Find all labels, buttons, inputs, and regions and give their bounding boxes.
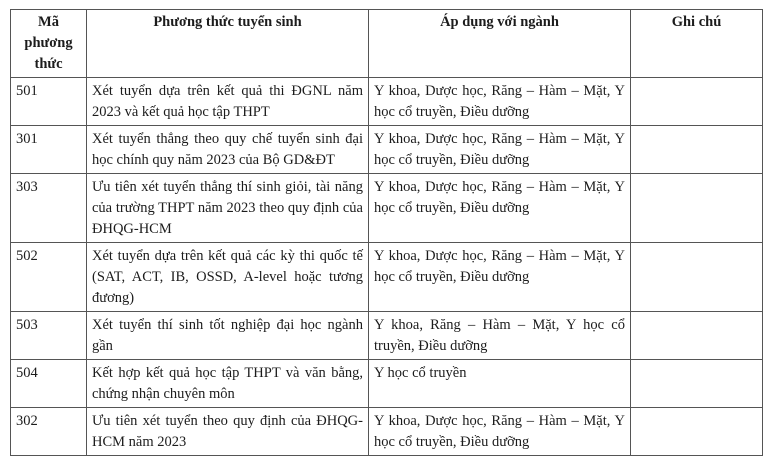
note-cell <box>631 126 763 174</box>
method-description-cell: Xét tuyển thẳng theo quy chế tuyển sinh đại học chính quy năm 2023 của Bộ GD&ĐT <box>87 126 369 174</box>
header-admission-method-label: Phương thức tuyển sinh <box>153 14 302 30</box>
note-cell <box>631 360 763 408</box>
method-code-cell: 302 <box>11 408 87 456</box>
table-row <box>11 243 763 312</box>
applicable-majors-cell: Y khoa, Dược học, Răng – Hàm – Mặt, Y học cổ truyền, Điều dưỡng <box>369 408 631 456</box>
note-cell <box>631 408 763 456</box>
method-description-cell: Kết hợp kết quả học tập THPT và văn bằng, chứng nhận chuyên môn <box>87 360 369 408</box>
note-cell <box>631 78 763 126</box>
applicable-majors-cell: Y học cổ truyền <box>369 360 631 408</box>
note-cell <box>631 243 763 312</box>
method-code-cell: 301 <box>11 126 87 174</box>
applicable-majors-cell: Y khoa, Dược học, Răng – Hàm – Mặt, Y học cổ truyền, Điều dưỡng <box>369 126 631 174</box>
header-applicable-majors <box>369 10 631 78</box>
applicable-majors-cell: Y khoa, Dược học, Răng – Hàm – Mặt, Y học cổ truyền, Điều dưỡng <box>369 243 631 312</box>
method-code-cell: 504 <box>11 360 87 408</box>
table-row <box>11 126 763 174</box>
method-description-cell: Ưu tiên xét tuyển theo quy định của ĐHQG-HCM năm 2023 <box>87 408 369 456</box>
header-admission-method <box>87 10 369 78</box>
table-row <box>11 408 763 456</box>
method-code-cell: 501 <box>11 78 87 126</box>
header-notes <box>631 10 763 78</box>
note-cell <box>631 174 763 243</box>
method-code-cell: 502 <box>11 243 87 312</box>
applicable-majors-cell: Y khoa, Dược học, Răng – Hàm – Mặt, Y học cổ truyền, Điều dưỡng <box>369 78 631 126</box>
method-description-cell: Xét tuyển dựa trên kết quả thi ĐGNL năm 2023 và kết quả học tập THPT <box>87 78 369 126</box>
note-cell <box>631 312 763 360</box>
applicable-majors-cell: Y khoa, Dược học, Răng – Hàm – Mặt, Y học cổ truyền, Điều dưỡng <box>369 174 631 243</box>
table-header-row <box>11 10 763 78</box>
header-notes-label: Ghi chú <box>671 14 722 30</box>
applicable-majors-cell: Y khoa, Răng – Hàm – Mặt, Y học cổ truyền, Điều dưỡng <box>369 312 631 360</box>
table-row <box>11 78 763 126</box>
method-code-cell: 503 <box>11 312 87 360</box>
method-description-cell: Ưu tiên xét tuyển thẳng thí sinh giỏi, tài năng của trường THPT năm 2023 theo quy định của ĐHQG-HCM <box>87 174 369 243</box>
table-row <box>11 360 763 408</box>
table-row <box>11 174 763 243</box>
method-code-cell: 303 <box>11 174 87 243</box>
header-applicable-majors-label: Áp dụng với ngành <box>440 14 559 30</box>
header-method-code <box>11 10 87 78</box>
method-description-cell: Xét tuyển thí sinh tốt nghiệp đại học ngành gần <box>87 312 369 360</box>
admission-methods-table <box>10 9 763 456</box>
method-description-cell: Xét tuyển dựa trên kết quả các kỳ thi quốc tế (SAT, ACT, IB, OSSD, A-level hoặc tương đương) <box>87 243 369 312</box>
header-method-code-label: Mã phương thức <box>24 14 73 72</box>
table-row <box>11 312 763 360</box>
